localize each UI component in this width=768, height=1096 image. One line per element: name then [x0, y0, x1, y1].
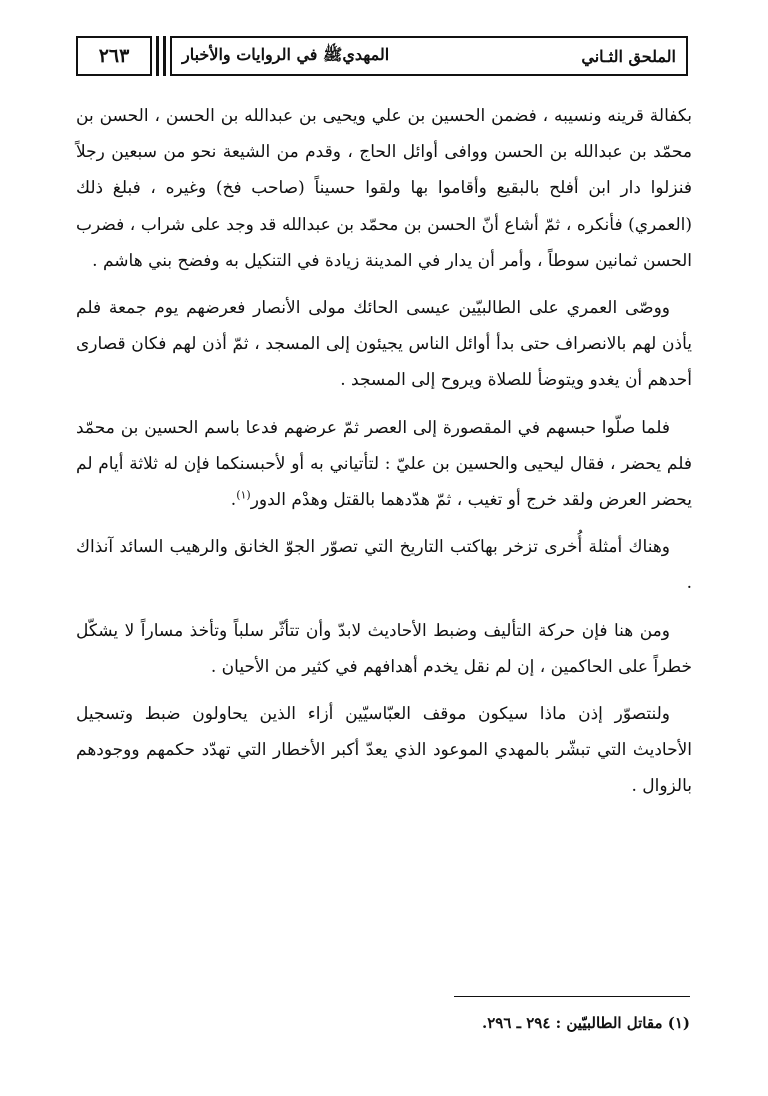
paragraph-1: بكفالة قرينه ونسيبه ، فضمن الحسين بن علي ويحيى بن عبدالله بن الحسن ، الحسن بن محمّد بن عبدالله بن الحسن ووافى أوائل الحاج ، وقدم من الشيعة نحو من سبعين رجلاً فنزلوا دار ابن أفلح بالبقيع وأقاموا بها ولقوا حسيناً (صاحب فخ) وغيره ، فبلغ ذلك (العمري) فأنكره ، ثمّ أشاع أنّ الحسن بن محمّد بن عبدالله قد وجد على شراب ، فضرب الحسن ثمانين سوطاً ، وأمر أن يدار في المدينة زيادة في التنكيل به وفضح بني هاشم .	[76, 106, 692, 271]
running-title	[170, 36, 688, 76]
paragraph-4: وهناك أمثلة أُخرى تزخر بهاكتب التاريخ التي تصوّر الجوّ الخانق والرهيب السائد آنذاك .	[76, 537, 692, 594]
paragraph-5: ومن هنا فإن حركة التأليف وضبط الأحاديث لابدّ وأن تتأثّر سلباً وتأخذ مساراً لا يشكّل خطراً على الحاكمين ، إن لم نقل يخدم أهدافهم في كثير من الأحيان .	[76, 620, 692, 677]
paragraph-2: ووصّى العمري على الطالبيّين عيسى الحائك مولى الأنصار فعرضهم يوم جمعة فلم يأذن لهم بالانصراف حتى بدأ أوائل الناس يجيئون إلى المسجد ، ثمّ أذن لهم فكان قصارى أحدهم أن يغدو ويتوضأ للصلاة ويروح إلى المسجد .	[76, 298, 692, 391]
page-header	[76, 36, 688, 80]
main-text	[76, 98, 692, 816]
paragraph-3-text: فلما صلّوا حبسهم في المقصورة إلى العصر ثمّ عرضهم فدعا باسم الحسين بن محمّد فلم يحضر ، فقال ليحيى والحسين بن عليّ : لتأتياني به أو لأحبسنكما فإن له ثلاثة أيام لم يحضر العرض ولقد خرج أو تغيب ، ثمّ هدّدهما بالقتل وهدْم الدور	[76, 417, 692, 511]
paragraph-3	[76, 410, 692, 519]
page-number: ٢٦٣	[76, 36, 152, 76]
paragraph-6: ولنتصوّر إذن ماذا سيكون موقف العبّاسيّين أزاء الذين يحاولون ضبط وتسجيل الأحاديث التي تبشّر بالمهدي الموعود الذي يعدّ أكبر الأخطار التي تهدّد حكمهم ووجودهم بالزوال .	[76, 704, 692, 797]
section-title: الملحق الثـاني	[581, 46, 676, 66]
paragraph-3-end: .	[230, 490, 237, 511]
book-title: المهديﷺ في الروايات والأخبار	[182, 44, 390, 64]
footnote: (١) مقاتل الطالبيّين : ٢٩٤ ـ ٢٩٦.	[481, 1014, 690, 1032]
footnote-reference: (١)	[236, 488, 251, 502]
header-divider	[156, 36, 166, 80]
footnote-separator	[454, 996, 690, 997]
